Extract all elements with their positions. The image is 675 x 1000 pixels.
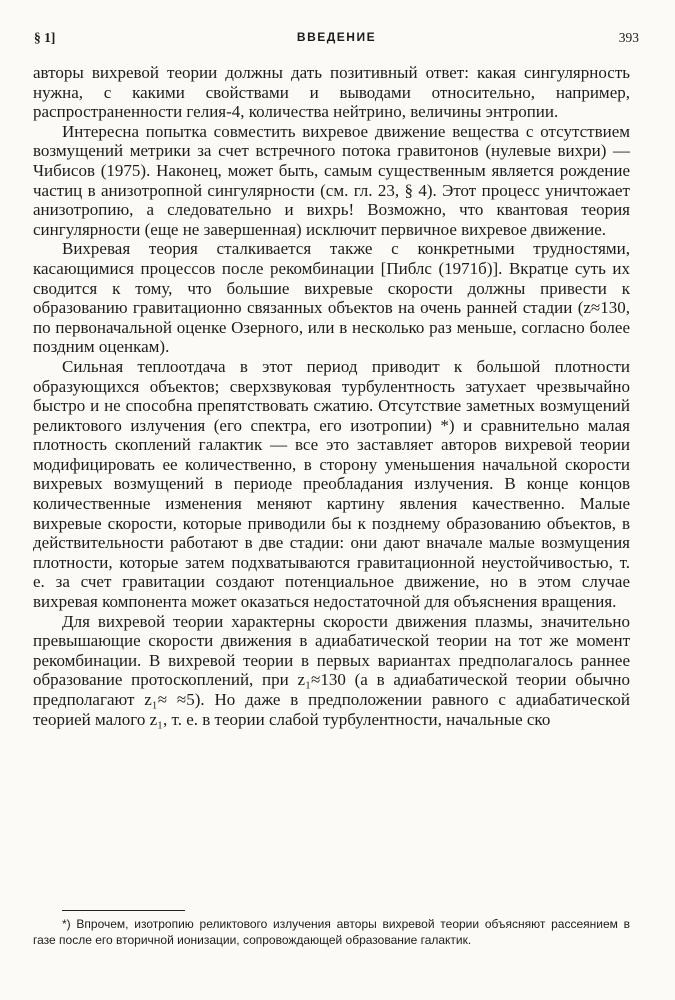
footnote-divider	[62, 910, 185, 911]
footnote	[33, 916, 630, 948]
footnote-text: *) Впрочем, изотропию реликтового излучения авторы вихревой теории объясняют рассеянием в газе после его вторичной ионизации, сопровождающей образование галактик.	[33, 917, 630, 948]
paragraph-2: Интересна попытка совместить вихревое движение вещества с отсутствием возмущений метрики за счет встречного потока гравитонов (нулевые вихри) — Чибисов (1975). Наконец, может быть, самым существенным является рождение частиц в анизотропной сингулярности (см. гл. 23, § 4). Этот процесс уничтожает анизотропию, а следовательно и вихрь! Возможно, что квантовая теория сингулярности (еще не завершенная) исключит первичное вихревое движение.	[33, 121, 630, 239]
page-number: 393	[618, 30, 639, 45]
section-marker: § 1]	[34, 30, 56, 45]
paragraph-4: Сильная теплоотдача в этот период приводит к большой плотности образующихся объектов; сверхзвуковая турбулентность затухает чрезвычайно быстро и не способна препятствовать сжатию. Отсутствие заметных возмущений реликтового излучения (его спектра, его изотропии) *) и сравнительно малая плотность скоплений галактик — все это заставляет авторов вихревой теории модифицировать ее количественно, в сторону уменьшения начальной скорости вихревых возмущений в периоде преобладания излучения. В конце концов количественные изменения меняют картину явления качественно. Малые вихревые скорости, которые приводили бы к позднему образованию объектов, в действительности работают в две стадии: они дают вначале малые возмущения плотности, которые затем подхватываются гравитационной неустойчивостью, т. е. за счет гравитации создают потенциальное движение, но в этом случае вихревая компонента может оказаться недостаточной для объяснения вращения.	[33, 356, 630, 612]
paragraph-3: Вихревая теория сталкивается также с конкретными трудностями, касающимися процессов после рекомбинации [Пиблс (1971б)]. Вкратце суть их сводится к тому, что большие вихревые скорости должны привести к образованию гравитационно связанных объектов на очень ранней стадии (z≈130, по первоначальной оценке Озерного, или в несколько раз меньше, согласно более поздним оценкам).	[33, 239, 630, 357]
paragraph-5: Для вихревой теории характерны скорости движения плазмы, значительно превышающие скорости движения в адиабатической теории на тот же момент рекомбинации. В вихревой теории в первых вариантах предполагалось раннее образование протоскоплений, при z₁≈130 (а в адиабатической теории обычно предполагают z₁≈ ≈5). Но даже в предположении равного с адиабатической теорией малого z₁, т. е. в теории слабой турбулентности, начальные ско	[33, 611, 630, 729]
running-header	[34, 30, 639, 52]
main-text	[33, 63, 630, 729]
paragraph-1: авторы вихревой теории должны дать позитивный ответ: какая сингулярность нужна, с какими свойствами и выводами относительно, например, распространенности гелия-4, количества нейтрино, величины энтропии.	[33, 63, 630, 122]
running-title: ВВЕДЕНИЕ	[296, 30, 377, 44]
